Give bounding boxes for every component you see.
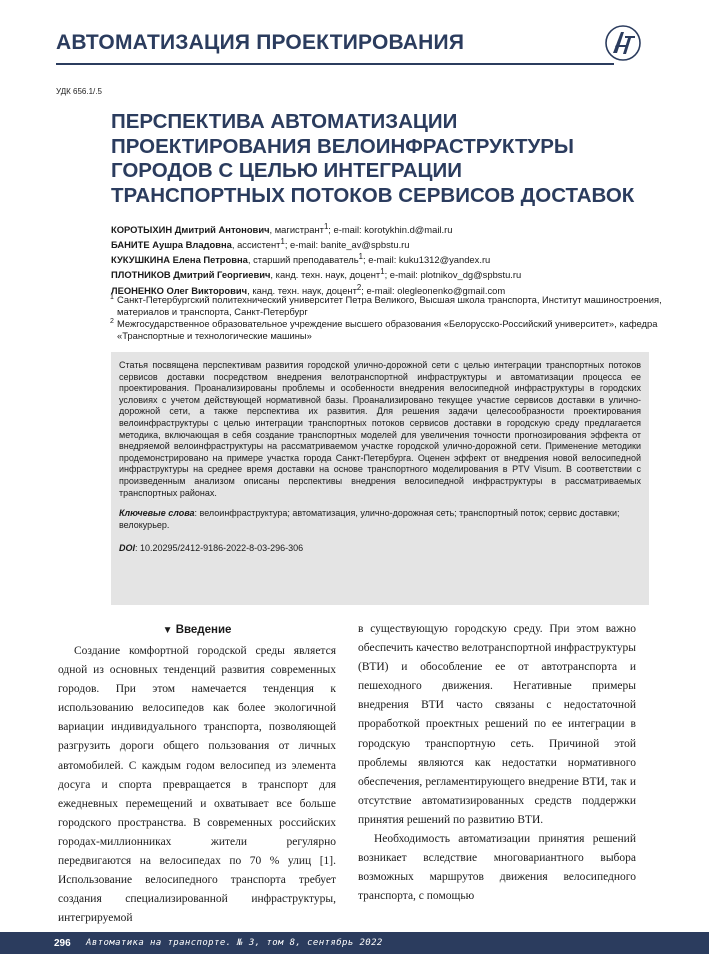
body-paragraph: Создание комфортной городской среды является одной из основных тенденций развития современных городов. При этом намечается тенденция к использованию велосипедов как более экологичной вариации индивидуального транспорта, позволяющей разгрузить дороги общего пользования от личных автомобилей. С каждым годом велосипед из элемента досуга и спорта превращается в транспорт для ежедневных перемещений и охватывает все больше городского пространства. В современных российских городах-миллионниках жители регулярно передвигаются на велосипедах по 70 % улиц [1]. Использование велосипедного транспорта требует создания специализированной инфраструктуры, интегрируемой <box>58 645 336 925</box>
author-name: КОРОТЫХИН Дмитрий Антонович <box>111 224 270 236</box>
affiliation-mark: 1 <box>280 237 285 247</box>
body-column-right <box>358 620 636 906</box>
udc-code: УДК 656.1/.5 <box>56 87 102 96</box>
doi-value[interactable]: : 10.20295/2412-9186-2022-8-03-296-306 <box>135 543 304 554</box>
author-name: КУКУШКИНА Елена Петровна <box>111 254 248 266</box>
header-rule <box>56 63 614 65</box>
section-heading <box>58 620 336 640</box>
abstract-text: Статья посвящена перспективам развития городской улично-дорожной сети с целью интеграции транспортных потоков сервисов доставки посредством внедрения велотранспортной инфраструктуры и автоматизации процесса ее проектирования. Проанализированы проблемы и особенности внедрения велосипедной инфраструктуры в городских условиях с учетом действующей нормативной базы. Проанализировано текущее участие сервисов доставки в улично-дорожной сети, а также перспектива их развития. Для решения задачи целесообразности проектирования велоинфраструктуры с целью интеграции транспортных потоков сервисов доставки в городскую среду предлагается методика, включающая в себя создание транспортных моделей для увеличения точности прогнозирования эффекта от внедряемой велоинфраструктуры на рассматриваемом участке городской улично-дорожной сети. Применение методики продемонстрировано на примере участка города Санкт-Петербурга. Оценен эффект от внедрения новой велосипедной инфраструктуры на среднее время доставки на основе транспортного моделирования в PTV Visum. В соответствии с произведенным анализом описаны перспективы внедрения велосипедной инфраструктуры в рассматриваемых транспортных районах. <box>119 360 641 498</box>
affiliation-number: 2 <box>110 318 114 325</box>
author-entry <box>111 221 671 236</box>
keywords <box>119 508 641 531</box>
body-column-left <box>58 620 336 928</box>
title-line: ГОРОДОВ С ЦЕЛЬЮ ИНТЕГРАЦИИ <box>111 159 463 182</box>
keywords-label: Ключевые слова <box>119 508 195 519</box>
footer-journal-info: Автоматика на транспорте. № 3, том 8, сентябрь 2022 <box>86 938 383 948</box>
affiliation-list <box>111 294 671 342</box>
author-list <box>111 221 671 297</box>
journal-header <box>56 30 656 56</box>
journal-section-title: АВТОМАТИЗАЦИЯ ПРОЕКТИРОВАНИЯ <box>56 31 465 54</box>
title-line: ПРОЕКТИРОВАНИЯ ВЕЛОИНФРАСТРУКТУРЫ <box>111 134 574 158</box>
affiliation-mark: 1 <box>323 222 329 231</box>
affiliation-entry <box>111 294 671 318</box>
body-paragraph: в существующую городскую среду. При этом важно обеспечить качество велотранспортной инфраструктуры (ВТИ) и обособление ее от автотранспорта и пешеходного движения. Негативные примеры внедрения ВТИ часто связаны с недостаточной проработкой проектных решений по ее интеграции в городскую транспортную сеть. Причиной этой проблемы являются как недостатки нормативного обеспечения, регламентирующего внедрение ВТИ, так и отсутствие автоматизированных средств поддержки принятия решений по развитию ВТИ. <box>358 623 636 826</box>
author-position: , канд. техн. наук, доцент <box>270 269 381 281</box>
affiliation-mark: 1 <box>380 267 385 277</box>
author-entry <box>111 251 671 266</box>
author-email[interactable]: ; e-mail: kuku1312@yandex.ru <box>362 254 491 266</box>
doi-label: DOI <box>119 543 136 554</box>
journal-at-logo-icon <box>604 24 642 62</box>
author-position: , ассистент <box>231 239 281 251</box>
author-name: ПЛОТНИКОВ Дмитрий Георгиевич <box>111 269 271 281</box>
author-position: , старший преподаватель <box>247 254 359 266</box>
affiliation-mark: 2 <box>356 282 362 292</box>
author-email[interactable]: ; e-mail: banite_av@spbstu.ru <box>284 239 410 251</box>
title-line: ТРАНСПОРТНЫХ ПОТОКОВ СЕРВИСОВ ДОСТАВОК <box>111 183 635 207</box>
author-email[interactable]: ; e-mail: korotykhin.d@mail.ru <box>328 224 453 236</box>
body-paragraph: Необходимость автоматизации принятия решений возникает вследствие многовариантного выбора возможных маршрутов движения велосипедного транспорта, с помощью <box>358 833 636 903</box>
affiliation-number: 1 <box>110 294 114 301</box>
page-number: 296 <box>54 938 71 949</box>
affiliation-entry <box>111 318 671 342</box>
author-entry <box>111 236 671 251</box>
article-title <box>111 110 671 208</box>
author-position: , канд. техн. наук, доцент <box>247 284 357 296</box>
title-line: ПЕРСПЕКТИВА АВТОМАТИЗАЦИИ <box>111 110 458 133</box>
affiliation-text: Межгосударственное образовательное учреждение высшего образования «Белорусско-Российский университет», кафедра «Транспортные и технологические машины» <box>117 318 658 341</box>
doi <box>119 543 641 553</box>
section-heading-text: Введение <box>175 624 232 636</box>
author-position: , магистрант <box>269 224 324 236</box>
author-name: БАНИТЕ Аушра Владовна <box>111 239 232 251</box>
author-entry <box>111 266 671 281</box>
triangle-down-icon: ▼ <box>162 625 173 636</box>
keywords-text: : велоинфраструктура; автоматизация, улично-дорожная сеть; транспортный поток; сервис доставки; велокурьер. <box>119 508 620 530</box>
author-email[interactable]: ; e-mail: olegleonenko@gmail.com <box>361 284 506 296</box>
author-name: ЛЕОНЕНКО Олег Викторович <box>111 284 248 296</box>
affiliation-mark: 1 <box>358 252 363 262</box>
author-email[interactable]: ; e-mail: plotnikov_dg@spbstu.ru <box>384 269 522 281</box>
abstract-box <box>111 352 649 605</box>
affiliation-text: Санкт-Петербургский политехнический университет Петра Великого, Высшая школа транспорта, Институт машиностроения, материалов и транспорта, Санкт-Петербург <box>117 294 662 317</box>
